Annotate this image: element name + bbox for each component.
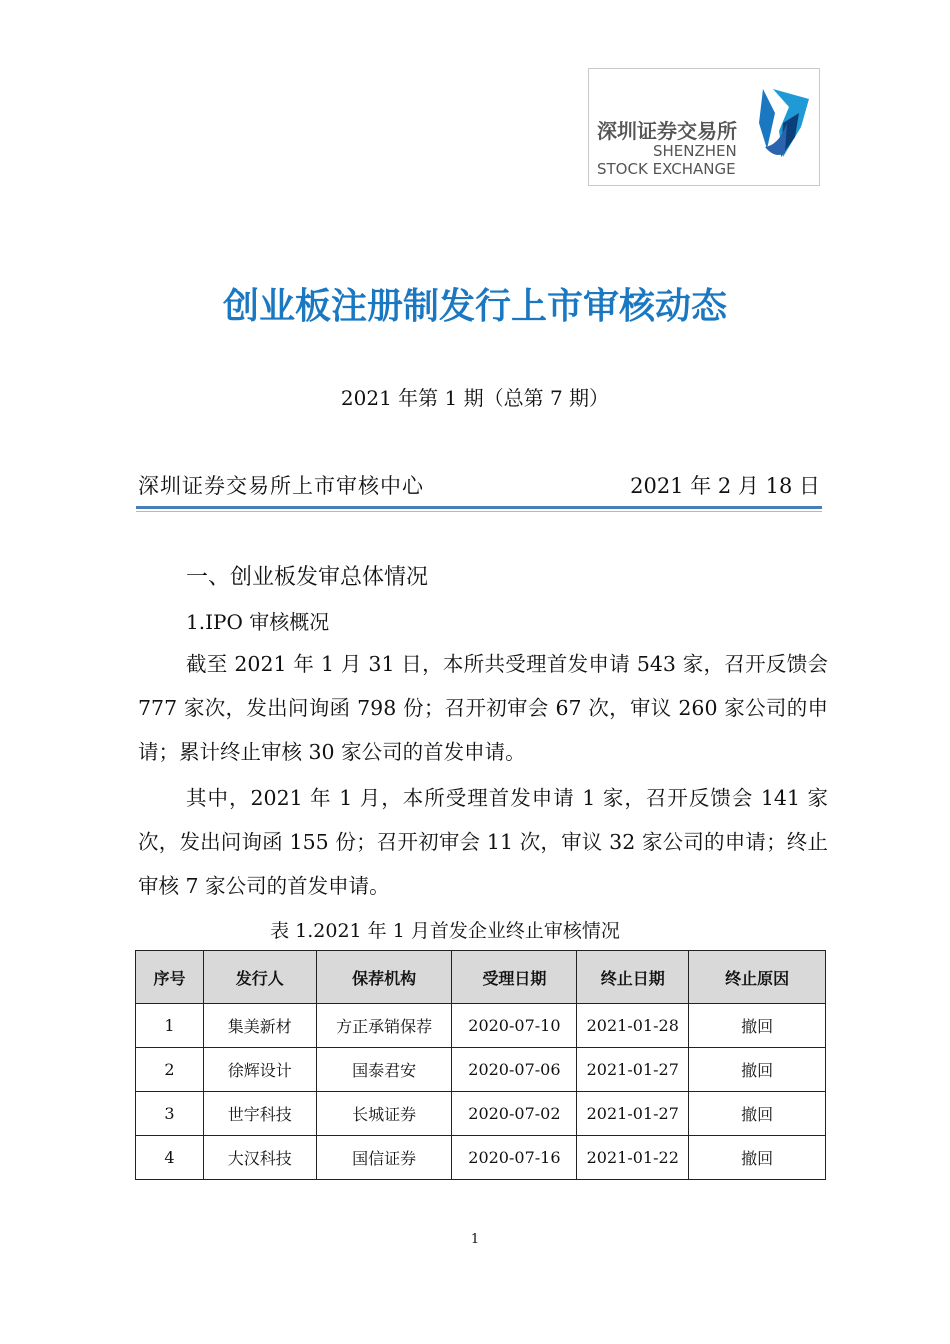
publication-date: 2021 年 2 月 18 日 — [630, 474, 820, 498]
paragraph-january-stats: 其中，2021 年 1 月，本所受理首发申请 1 家，召开反馈会 141 家次，发出问询函 155 份；召开初审会 11 次，审议 32 家公司的申请；终止审核 7 家公司的首发申请。 — [138, 786, 828, 898]
table-cell: 撤回 — [689, 1048, 826, 1092]
table-cell: 2020-07-10 — [452, 1004, 577, 1048]
logo-english-line2: STOCK EXCHANGE — [597, 160, 736, 178]
table-cell: 长城证券 — [316, 1092, 452, 1136]
table-cell: 国信证券 — [316, 1136, 452, 1180]
table-row — [136, 1136, 826, 1180]
table-cell: 2020-07-02 — [452, 1092, 577, 1136]
table-cell: 国泰君安 — [316, 1048, 452, 1092]
table-cell: 2021-01-27 — [577, 1048, 689, 1092]
szse-logo — [588, 68, 820, 186]
table-cell: 撤回 — [689, 1004, 826, 1048]
table-cell: 4 — [136, 1136, 204, 1180]
table-cell: 3 — [136, 1092, 204, 1136]
issuing-organization: 深圳证券交易所上市审核中心 — [138, 474, 424, 498]
table-caption: 表 1.2021 年 1 月首发企业终止审核情况 — [270, 920, 620, 942]
table-cell: 1 — [136, 1004, 204, 1048]
table-row — [136, 1092, 826, 1136]
header-cell: 序号 — [136, 951, 204, 1004]
table-cell: 世宇科技 — [203, 1092, 316, 1136]
table-cell: 大汉科技 — [203, 1136, 316, 1180]
table-cell: 方正承销保荐 — [316, 1004, 452, 1048]
table-cell: 集美新材 — [203, 1004, 316, 1048]
table-row — [136, 1048, 826, 1092]
table-cell: 徐辉设计 — [203, 1048, 316, 1092]
table-cell: 2 — [136, 1048, 204, 1092]
logo-chinese-name: 深圳证券交易所 — [597, 119, 737, 143]
table-cell: 2021-01-22 — [577, 1136, 689, 1180]
header-divider-thin — [136, 511, 822, 512]
header-cell: 终止日期 — [577, 951, 689, 1004]
table-cell: 2020-07-06 — [452, 1048, 577, 1092]
document-title: 创业板注册制发行上市审核动态 — [222, 286, 727, 327]
szse-emblem-icon — [755, 83, 813, 163]
paragraph-cumulative-stats: 截至 2021 年 1 月 31 日，本所共受理首发申请 543 家，召开反馈会 777 家次，发出问询函 798 份；召开初审会 67 次，审议 260 家公司的申请；累计终止审核 30 家公司的首发申请。 — [138, 652, 828, 764]
table-cell: 2020-07-16 — [452, 1136, 577, 1180]
table-cell: 2021-01-28 — [577, 1004, 689, 1048]
termination-table — [135, 950, 826, 1180]
header-cell: 发行人 — [203, 951, 316, 1004]
table-row — [136, 1004, 826, 1048]
logo-english-line1: SHENZHEN — [653, 142, 737, 160]
subsection-heading: 1.IPO 审核概况 — [186, 610, 330, 634]
header-cell: 受理日期 — [452, 951, 577, 1004]
header-cell: 终止原因 — [689, 951, 826, 1004]
table-header-row — [136, 951, 826, 1004]
header-cell: 保荐机构 — [316, 951, 452, 1004]
page-number: 1 — [470, 1232, 480, 1247]
table-cell: 撤回 — [689, 1092, 826, 1136]
table-cell: 2021-01-27 — [577, 1092, 689, 1136]
table-cell: 撤回 — [689, 1136, 826, 1180]
issue-number: 2021 年第 1 期（总第 7 期） — [340, 386, 610, 410]
header-divider-thick — [136, 506, 822, 509]
section-heading: 一、创业板发审总体情况 — [186, 565, 429, 590]
